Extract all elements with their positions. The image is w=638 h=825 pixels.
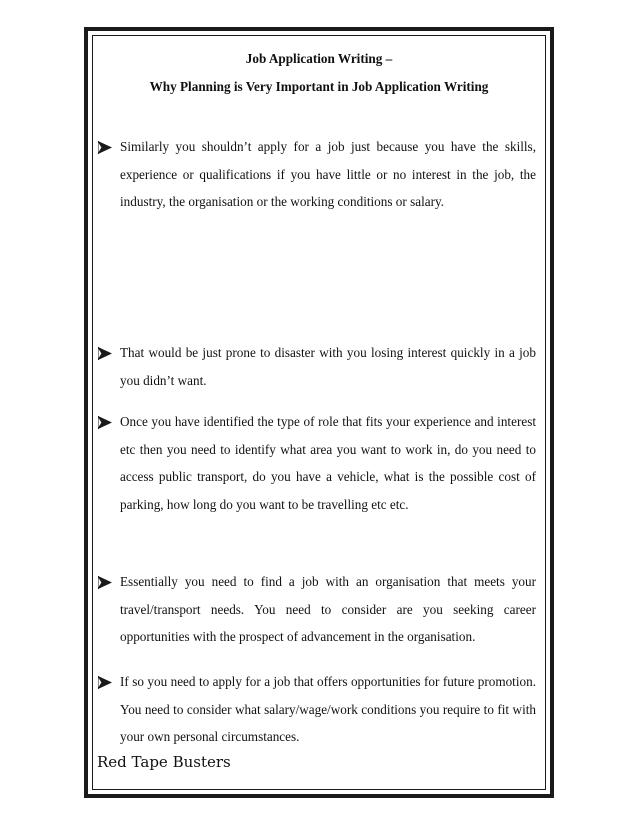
arrow-bullet-icon	[98, 416, 112, 429]
bullet-item	[98, 345, 536, 394]
arrow-bullet-icon	[98, 676, 112, 689]
footer-text: Red Tape Busters	[97, 753, 231, 771]
bullet-text: Similarly you shouldn’t apply for a job just because you have the skills, experience or qualifications if you have little or no interest in the job, the industry, the organisation or the working conditions or salary.	[120, 139, 536, 209]
bullet-item	[98, 674, 536, 751]
arrow-bullet-icon	[98, 347, 112, 360]
bullet-text: That would be just prone to disaster with you losing interest quickly in a job you didn’t want.	[120, 345, 536, 388]
bullet-item	[98, 414, 536, 518]
bullet-text: If so you need to apply for a job that offers opportunities for future promotion. You need to consider what salary/wage/work conditions you require to fit with your own personal circumstances.	[120, 674, 536, 744]
arrow-bullet-icon	[98, 141, 112, 154]
bullet-text: Essentially you need to find a job with an organisation that meets your travel/transport needs. You need to consider are you seeking career opportunities with the prospect of advancement in the organisation.	[120, 574, 536, 644]
document-title: Job Application Writing –	[245, 51, 393, 66]
document-subtitle: Why Planning is Very Important in Job Application Writing	[149, 79, 489, 94]
bullet-item	[98, 574, 536, 651]
bullet-text: Once you have identified the type of role that fits your experience and interest etc then you need to identify what area you want to work in, do you need to access public transport, do you have a vehicle, what is the possible cost of parking, how long do you want to be travelling etc etc.	[120, 414, 536, 512]
arrow-bullet-icon	[98, 576, 112, 589]
bullet-item	[98, 139, 536, 216]
